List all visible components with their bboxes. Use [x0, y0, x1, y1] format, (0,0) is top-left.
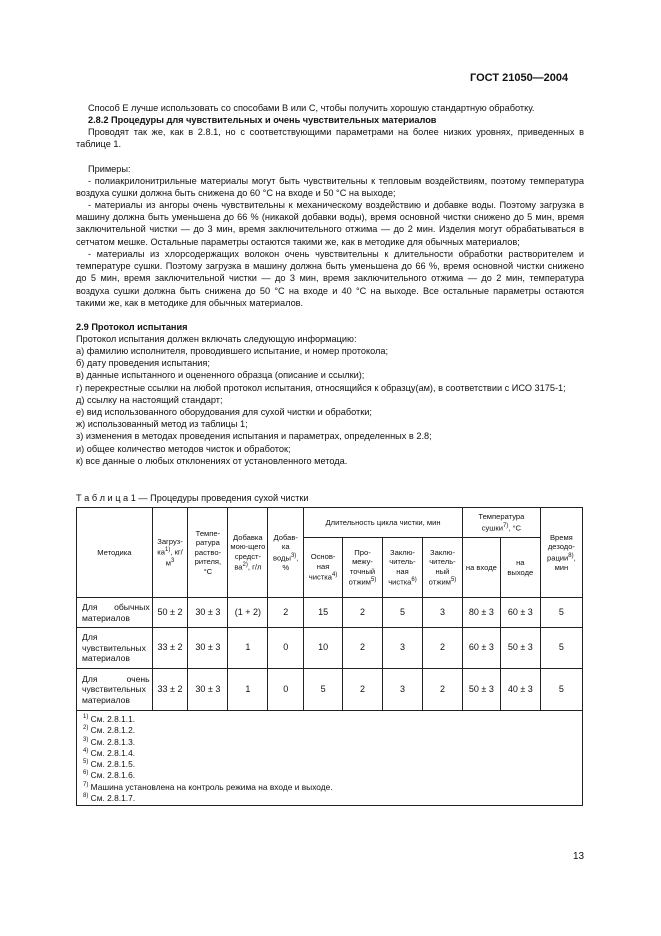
footnote: $^{4)}$ См. 2.8.1.4. [83, 747, 136, 758]
report-item: е) вид использованного оборудования для сухой чистки и обработки; [76, 407, 372, 418]
col-inter-spin: Про-межу-точный отжим$^{5)}$ [343, 538, 383, 598]
section-2-9-heading: 2.9 Протокол испытания [76, 322, 188, 332]
col-outlet: на выходе [500, 538, 540, 598]
col-inlet: на входе [462, 538, 500, 598]
table-row: Для чувствительных материалов 33 ± 2 30 ± 3 1 0 10 2 3 2 60 ± 3 50 ± 3 5 [77, 628, 583, 669]
col-load: Загруз-$ка^{1)}$, $кг/м^3$ [152, 508, 188, 598]
report-item: б) дату проведения испытания; [76, 358, 210, 369]
col-deodorization: Время дезодо-рации$^{8)}$, мин [540, 508, 582, 598]
report-item: к) все данные о любых отклонениях от установленного метода. [76, 455, 348, 466]
col-solvent-temp: Темпе-ратура раство-рителя, °С [188, 508, 228, 598]
section-2-9-lead: Протокол испытания должен включать следующую информацию: [76, 334, 357, 344]
section-2-8-2-heading: 2.8.2 Процедуры для чувствительных и очень чувствительных материалов [88, 115, 437, 125]
examples-label: Примеры: [88, 164, 131, 174]
table-footnotes [77, 711, 583, 806]
section-2-8-2-paragraph: Проводят так же, как в 2.8.1, но с соответствующими параметрами на более низких уровнях, приведенных в таблице 1. [76, 127, 584, 150]
report-items-list [76, 345, 584, 467]
col-main-clean: Основ-ная чистка$^{4)}$ [304, 538, 343, 598]
footnote: $^{8)}$ См. 2.8.1.7. [83, 792, 136, 803]
col-group-dry-temp: Температура сушки$^{7)}$, °С [462, 508, 540, 538]
footnote: $^{2)}$ См. 2.8.1.2. [83, 725, 136, 736]
footnote: $^{5)}$ См. 2.8.1.5. [83, 758, 136, 769]
footnote: $^{6)}$ См. 2.8.1.6. [83, 770, 136, 781]
dry-cleaning-table [76, 507, 583, 806]
report-item: в) данные испытанного и оцененного образца (описание и ссылки); [76, 370, 365, 381]
example-2: - материалы из ангоры очень чувствительны к механическому воздействию и добавке воды. Поэтому загрузка в машину должна быть уменьшена до 66 % (никакой добавки воды), время основной чистки снижено до 5 мин, время заключительной чистки — до 3 мин, время заключительного отжима — до 2 мин. Изделия могут обрабатываться в сетчатом мешке. Остальные параметры остаются такими же, как в методике для обычных материалов; [76, 200, 584, 247]
page-number: 13 [573, 851, 585, 862]
table-footnotes-row [77, 711, 583, 806]
document-header: ГОСТ 21050—2004 [470, 72, 569, 84]
report-item: з) изменения в методах проведения испытания и параметрах, определенных в 2.8; [76, 431, 432, 442]
col-final-clean: Заклю-читель-ная чистка$^{6)}$ [383, 538, 423, 598]
table-row: Для очень чувствительных материалов 33 ± 2 30 ± 3 1 0 5 2 3 2 50 ± 3 40 ± 3 5 [77, 669, 583, 711]
table-row: Для обычных материалов 50 ± 2 30 ± 3 (1 + 2) 2 15 2 5 3 80 ± 3 60 ± 3 5 [77, 598, 583, 628]
example-1: - полиакрилонитрильные материалы могут быть чувствительны к тепловым воздействиям, поэтому температура воздуха сушки должна быть снижена до 60 °С на входе и 50 °С на выходе; [76, 176, 584, 199]
report-item: ж) использованный метод из таблицы 1; [76, 419, 248, 430]
footnote: $^{1)}$ См. 2.8.1.1. [83, 713, 136, 724]
intro-paragraph: Способ Е лучше использовать со способами В или С, чтобы получить хорошую стандартную обработку. [88, 103, 535, 113]
col-final-spin: Заклю-читель-ный отжим$^{5)}$ [422, 538, 462, 598]
report-item: а) фамилию исполнителя, проводившего испытание, и номер протокола; [76, 346, 389, 356]
col-method: Методика [77, 508, 153, 598]
table-caption: Т а б л и ц а 1 — Процедуры проведения сухой чистки [76, 493, 309, 503]
report-item: д) ссылку на настоящий стандарт; [76, 394, 223, 405]
footnote: $^{7)}$ Машина установлена на контроль режима на входе и выходе. [83, 781, 333, 792]
report-item: и) общее количество методов чисток и обработок; [76, 443, 291, 454]
col-group-duration: Длительность цикла чистки, мин [304, 508, 463, 538]
col-detergent: Добавка мою-щего средст-$ва^{2)}$, г/л [228, 508, 268, 598]
example-3: - материалы из хлорсодержащих волокон очень чувствительны к длительности обработки растворителем и температуре сушки. Поэтому загрузка в машину должна быть уменьшена до 66 %, время основной чистки снижено до 5 мин, время заключительной чистки — до 3 мин, время заключительного отжима — до 2 мин, температура воздуха сушки должна быть снижена до 50 °С на входе и 40 °С на выходе. Все остальные параметры остаются такими же, как в методике для обычных материалов. [76, 249, 584, 308]
footnote: $^{3)}$ См. 2.8.1.3. [83, 736, 136, 747]
col-water: Добав-ка воды$^{3)}$, % [268, 508, 304, 598]
report-item: г) перекрестные ссылки на любой протокол испытания, относящийся к образцу(ам), в соответствии с ИСО 3175-1; [76, 382, 566, 393]
